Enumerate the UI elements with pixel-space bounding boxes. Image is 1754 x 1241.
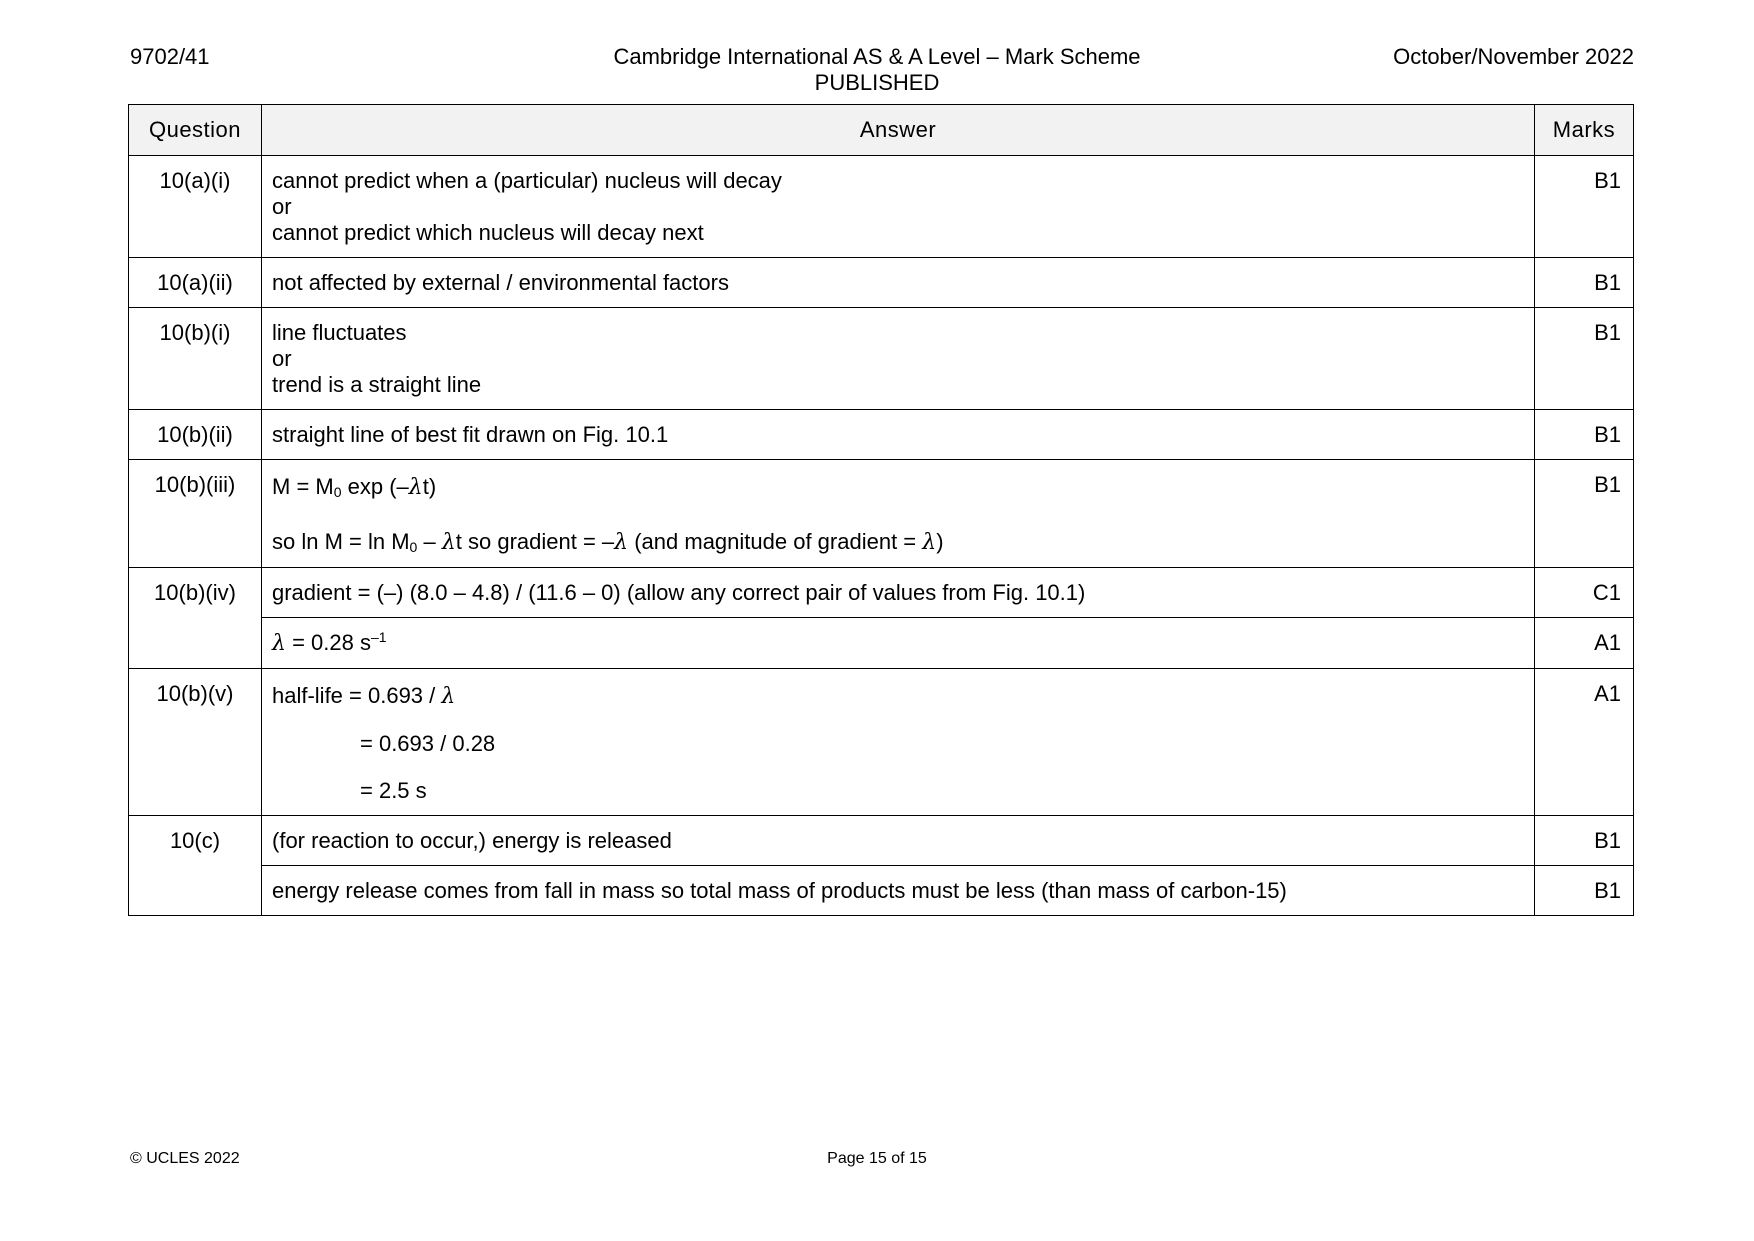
question-number: 10(b)(v)	[129, 669, 262, 816]
equation-line	[272, 472, 1524, 501]
table-row	[129, 568, 1634, 618]
answer-line: cannot predict when a (particular) nucleus will decay	[272, 168, 782, 193]
answer-cell	[262, 156, 1535, 258]
answer-cell	[262, 258, 1535, 308]
answer-line: or	[272, 194, 292, 219]
answer-line: or	[272, 346, 292, 371]
spacer	[272, 501, 1524, 529]
mark-cell: B1	[1535, 460, 1634, 568]
equation-text: = 0.28 s	[285, 630, 371, 655]
table-row	[129, 308, 1634, 410]
equation-text: half-life = 0.693 /	[272, 683, 442, 708]
equation-text: M = M	[272, 474, 334, 499]
answer-line: line fluctuates	[272, 320, 407, 345]
lambda-symbol: λ	[922, 530, 937, 555]
answer-cell	[262, 460, 1535, 568]
paper-code: 9702/41	[130, 44, 210, 69]
equation-line	[272, 529, 1524, 556]
page-number: Page 15 of 15	[827, 1150, 927, 1167]
answer-line: gradient = (–) (8.0 – 4.8) / (11.6 – 0) (allow any correct pair of values from Fig. 10.1)	[272, 580, 1086, 605]
table-row	[129, 816, 1634, 866]
equation-line	[272, 681, 1524, 710]
document-status: PUBLISHED	[814, 70, 940, 95]
equation-text: exp (–	[341, 474, 409, 499]
lambda-symbol: λ	[408, 475, 423, 500]
mark-cell: B1	[1535, 866, 1634, 916]
equation-text: t)	[422, 474, 437, 499]
question-number: 10(a)(ii)	[129, 258, 262, 308]
mark-scheme-table	[128, 104, 1634, 916]
question-number: 10(b)(i)	[129, 308, 262, 410]
mark-cell: A1	[1535, 669, 1634, 816]
answer-cell	[262, 669, 1535, 816]
answer-cell	[262, 816, 1535, 866]
equation-text: t so gradient = –	[455, 529, 615, 554]
spacer	[272, 757, 1524, 778]
table-header-row	[129, 105, 1634, 156]
answer-line: (for reaction to occur,) energy is released	[272, 828, 672, 853]
equation-line	[272, 630, 1524, 657]
document-title: Cambridge International AS & A Level – Mark Scheme	[613, 44, 1141, 69]
mark-cell: C1	[1535, 568, 1634, 618]
answer-cell	[262, 866, 1535, 916]
equation-line: = 2.5 s	[360, 778, 427, 803]
equation-line: = 0.693 / 0.28	[360, 731, 496, 756]
lambda-symbol: λ	[272, 631, 286, 656]
answer-line: trend is a straight line	[272, 372, 482, 397]
copyright-notice: © UCLES 2022	[130, 1150, 240, 1167]
table-row	[129, 410, 1634, 460]
column-header-question: Question	[129, 105, 262, 156]
answer-line: not affected by external / environmental factors	[272, 270, 729, 295]
superscript: –1	[370, 629, 387, 645]
lambda-symbol: λ	[614, 530, 629, 555]
answer-line: straight line of best fit drawn on Fig. 10.1	[272, 422, 669, 447]
mark-cell: B1	[1535, 410, 1634, 460]
table-row	[129, 866, 1634, 916]
equation-text: )	[936, 529, 944, 554]
answer-line: cannot predict which nucleus will decay next	[272, 220, 704, 245]
mark-cell: A1	[1535, 618, 1634, 669]
answer-cell	[262, 308, 1535, 410]
mark-cell: B1	[1535, 308, 1634, 410]
table-row	[129, 258, 1634, 308]
equation-text: –	[417, 529, 442, 554]
question-number: 10(c)	[129, 816, 262, 916]
question-number: 10(b)(iv)	[129, 568, 262, 669]
mark-cell: B1	[1535, 816, 1634, 866]
lambda-symbol: λ	[441, 530, 456, 555]
mark-cell: B1	[1535, 258, 1634, 308]
answer-line: energy release comes from fall in mass so total mass of products must be less (than mass of carbon-15)	[272, 878, 1287, 903]
question-number: 10(a)(i)	[129, 156, 262, 258]
question-number: 10(b)(iii)	[129, 460, 262, 568]
answer-cell	[262, 568, 1535, 618]
subscript: 0	[409, 539, 418, 555]
equation-text: so ln M = ln M	[272, 529, 410, 554]
mark-cell: B1	[1535, 156, 1634, 258]
answer-cell	[262, 410, 1535, 460]
answer-cell	[262, 618, 1535, 669]
table-row	[129, 618, 1634, 669]
equation-text: (and magnitude of gradient =	[628, 529, 923, 554]
table-row	[129, 669, 1634, 816]
subscript: 0	[333, 484, 342, 500]
column-header-answer: Answer	[262, 105, 1535, 156]
question-number: 10(b)(ii)	[129, 410, 262, 460]
lambda-symbol: λ	[441, 684, 456, 709]
exam-session: October/November 2022	[1393, 44, 1634, 69]
column-header-marks: Marks	[1535, 105, 1634, 156]
table-row	[129, 460, 1634, 568]
spacer	[272, 710, 1524, 731]
table-row	[129, 156, 1634, 258]
